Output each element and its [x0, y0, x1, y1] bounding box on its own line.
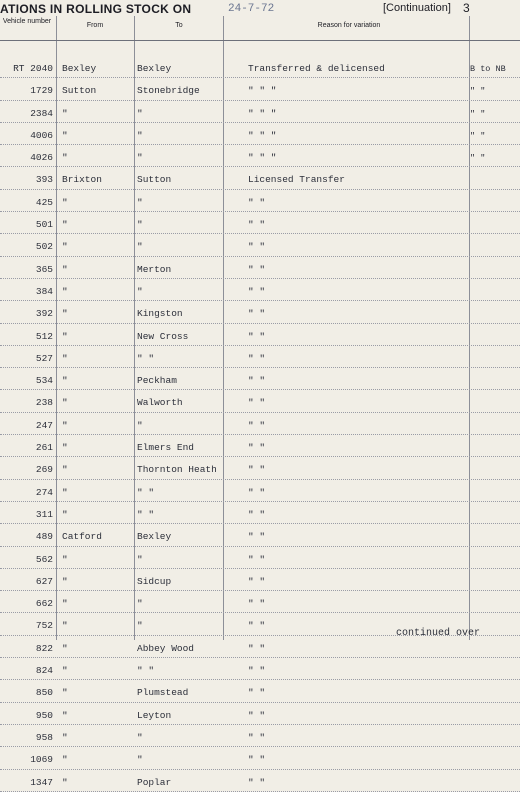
reason-cell: " "	[248, 531, 266, 543]
reason-cell: " "	[248, 330, 266, 342]
header-rule	[0, 40, 520, 41]
to-cell: "	[137, 754, 143, 766]
vehicle-number-cell: 627	[35, 575, 53, 587]
to-cell: Abbey Wood	[137, 642, 195, 654]
vehicle-number-cell: 425	[35, 196, 53, 208]
reason-cell: " " "	[248, 152, 277, 164]
from-cell: "	[62, 598, 68, 610]
vehicle-number-cell: 384	[35, 285, 53, 297]
vehicle-number-cell: 1347	[30, 776, 53, 788]
table-row	[0, 101, 520, 123]
reason-cell: " "	[248, 709, 266, 721]
to-cell: "	[137, 419, 143, 431]
column-header-vehicle: Vehicle number	[2, 18, 52, 25]
vehicle-number-cell: 822	[35, 642, 53, 654]
vehicle-number-cell: 824	[35, 665, 53, 677]
reason-cell: " "	[248, 419, 266, 431]
table-row	[0, 747, 520, 769]
reason-cell: " " "	[248, 129, 277, 141]
from-cell: "	[62, 575, 68, 587]
from-cell: "	[62, 642, 68, 654]
from-cell: Catford	[62, 531, 102, 543]
from-cell: Sutton	[62, 85, 97, 97]
reason-cell: " "	[248, 731, 266, 743]
table-row	[0, 346, 520, 368]
page-title: ATIONS IN ROLLING STOCK ON	[0, 2, 192, 16]
vehicle-number-cell: 562	[35, 553, 53, 565]
vehicle-number-cell: 261	[35, 442, 53, 454]
vehicle-number-cell: RT 2040	[13, 63, 53, 74]
table-row	[0, 680, 520, 702]
vehicle-number-cell: 4006	[30, 129, 53, 141]
table-row	[0, 770, 520, 792]
vehicle-number-cell: 534	[35, 375, 53, 387]
from-cell: "	[62, 196, 68, 208]
from-cell: "	[62, 553, 68, 565]
table-row	[0, 212, 520, 234]
table-row	[0, 78, 520, 100]
to-cell: " "	[137, 352, 155, 364]
to-cell: " "	[137, 665, 155, 677]
variation-table	[0, 56, 520, 792]
vehicle-number-cell: 392	[35, 308, 53, 320]
from-cell: "	[62, 219, 68, 231]
table-row	[0, 658, 520, 680]
from-cell: "	[62, 308, 68, 320]
vehicle-number-cell: 1729	[30, 85, 53, 97]
reason-cell: " "	[248, 665, 266, 677]
date-stamp: 24-7-72	[228, 3, 275, 15]
table-row	[0, 279, 520, 301]
from-cell: "	[62, 419, 68, 431]
from-cell: "	[62, 709, 68, 721]
vehicle-number-cell: 752	[35, 620, 53, 632]
vehicle-number-cell: 311	[35, 508, 53, 520]
vehicle-number-cell: 527	[35, 352, 53, 364]
table-row	[0, 547, 520, 569]
reason-cell: Licensed Transfer	[248, 174, 345, 186]
to-cell: Bexley	[137, 63, 172, 74]
to-cell: "	[137, 129, 143, 141]
vehicle-number-cell: 274	[35, 486, 53, 498]
to-cell: " "	[137, 508, 155, 520]
vehicle-number-cell: 662	[35, 598, 53, 610]
vehicle-number-cell: 269	[35, 464, 53, 476]
from-cell: "	[62, 731, 68, 743]
extra-cell: " "	[470, 108, 486, 119]
vehicle-number-cell: 247	[35, 419, 53, 431]
to-cell: "	[137, 107, 143, 119]
vehicle-number-cell: 393	[35, 174, 53, 186]
from-cell: "	[62, 620, 68, 632]
table-row	[0, 190, 520, 212]
from-cell: "	[62, 241, 68, 253]
table-row	[0, 725, 520, 747]
to-cell: Thornton Heath	[137, 464, 217, 476]
reason-cell: " "	[248, 308, 266, 320]
reason-cell: " "	[248, 508, 266, 520]
vehicle-number-cell: 238	[35, 397, 53, 409]
column-header-to: To	[175, 22, 183, 29]
table-row	[0, 569, 520, 591]
continuation-label: [Continuation]	[383, 2, 451, 14]
from-cell: "	[62, 129, 68, 141]
table-row	[0, 324, 520, 346]
vehicle-number-cell: 512	[35, 330, 53, 342]
reason-cell: " "	[248, 754, 266, 766]
table-row	[0, 524, 520, 546]
to-cell: Leyton	[137, 709, 172, 721]
vehicle-number-cell: 950	[35, 709, 53, 721]
vehicle-number-cell: 365	[35, 263, 53, 275]
from-cell: "	[62, 397, 68, 409]
reason-cell: " "	[248, 196, 266, 208]
to-cell: "	[137, 152, 143, 164]
from-cell: "	[62, 285, 68, 297]
to-cell: Stonebridge	[137, 85, 200, 97]
reason-cell: " " "	[248, 107, 277, 119]
vehicle-number-cell: 1069	[30, 754, 53, 766]
to-cell: Elmers End	[137, 442, 195, 454]
reason-cell: " "	[248, 219, 266, 231]
to-cell: "	[137, 241, 143, 253]
vehicle-number-cell: 958	[35, 731, 53, 743]
table-row	[0, 480, 520, 502]
to-cell: Peckham	[137, 375, 177, 387]
reason-cell: " "	[248, 776, 266, 788]
extra-cell: " "	[470, 86, 486, 97]
vehicle-number-cell: 502	[35, 241, 53, 253]
extra-cell: " "	[470, 130, 486, 141]
reason-cell: " "	[248, 620, 266, 632]
from-cell: Bexley	[62, 63, 97, 74]
table-row	[0, 703, 520, 725]
to-cell: "	[137, 598, 143, 610]
from-cell: "	[62, 375, 68, 387]
reason-cell: Transferred & delicensed	[248, 63, 385, 74]
reason-cell: " "	[248, 241, 266, 253]
reason-cell: " "	[248, 575, 266, 587]
to-cell: Plumstead	[137, 687, 189, 699]
from-cell: "	[62, 687, 68, 699]
to-cell: Sidcup	[137, 575, 172, 587]
from-cell: "	[62, 464, 68, 476]
vehicle-number-cell: 4026	[30, 152, 53, 164]
from-cell: "	[62, 508, 68, 520]
table-row	[0, 413, 520, 435]
reason-cell: " "	[248, 642, 266, 654]
table-row	[0, 257, 520, 279]
to-cell: New Cross	[137, 330, 189, 342]
extra-cell: " "	[470, 153, 486, 164]
from-cell: "	[62, 754, 68, 766]
table-row	[0, 636, 520, 658]
to-cell: "	[137, 553, 143, 565]
vehicle-number-cell: 2384	[30, 107, 53, 119]
to-cell: " "	[137, 486, 155, 498]
reason-cell: " "	[248, 486, 266, 498]
column-header-reason: Reason for variation	[317, 22, 381, 29]
table-row	[0, 390, 520, 412]
to-cell: "	[137, 620, 143, 632]
table-row	[0, 502, 520, 524]
page-number: 3	[463, 1, 470, 15]
to-cell: Bexley	[137, 531, 172, 543]
table-row	[0, 56, 520, 78]
table-row	[0, 234, 520, 256]
table-row	[0, 591, 520, 613]
table-row	[0, 435, 520, 457]
reason-cell: " "	[248, 687, 266, 699]
reason-cell: " "	[248, 352, 266, 364]
from-cell: "	[62, 152, 68, 164]
reason-cell: " "	[248, 397, 266, 409]
to-cell: "	[137, 196, 143, 208]
table-row	[0, 301, 520, 323]
extra-cell: B to NB	[470, 64, 506, 74]
table-row	[0, 123, 520, 145]
vehicle-number-cell: 501	[35, 219, 53, 231]
from-cell: "	[62, 263, 68, 275]
to-cell: Walworth	[137, 397, 183, 409]
from-cell: "	[62, 665, 68, 677]
reason-cell: " "	[248, 375, 266, 387]
to-cell: Poplar	[137, 776, 172, 788]
reason-cell: " "	[248, 598, 266, 610]
to-cell: Merton	[137, 263, 172, 275]
table-row	[0, 145, 520, 167]
column-header-from: From	[86, 22, 104, 29]
table-row	[0, 167, 520, 189]
table-row	[0, 457, 520, 479]
continued-note: continued over	[396, 628, 481, 639]
reason-cell: " "	[248, 442, 266, 454]
reason-cell: " "	[248, 285, 266, 297]
from-cell: "	[62, 107, 68, 119]
to-cell: "	[137, 285, 143, 297]
reason-cell: " " "	[248, 85, 277, 97]
from-cell: Brixton	[62, 174, 102, 186]
reason-cell: " "	[248, 553, 266, 565]
vehicle-number-cell: 489	[35, 531, 53, 543]
from-cell: "	[62, 486, 68, 498]
from-cell: "	[62, 352, 68, 364]
table-row	[0, 368, 520, 390]
reason-cell: " "	[248, 464, 266, 476]
from-cell: "	[62, 776, 68, 788]
from-cell: "	[62, 330, 68, 342]
to-cell: "	[137, 731, 143, 743]
to-cell: Kingston	[137, 308, 183, 320]
from-cell: "	[62, 442, 68, 454]
vehicle-number-cell: 850	[35, 687, 53, 699]
reason-cell: " "	[248, 263, 266, 275]
to-cell: "	[137, 219, 143, 231]
to-cell: Sutton	[137, 174, 172, 186]
